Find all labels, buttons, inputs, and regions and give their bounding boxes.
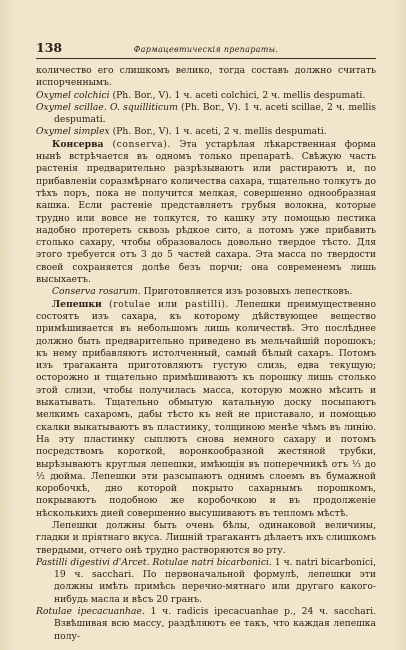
paragraph-text: количество его слишкомъ велико, тогда составъ должно считать испорченнымъ.: [36, 65, 376, 89]
recipe-title: Conserva rosarum.: [52, 286, 141, 298]
recipe-title: Oxymel scillae. O. squilliticum: [36, 101, 178, 113]
recipe-conserva-rosarum: [36, 286, 376, 298]
recipe-title: Oxymel simplex: [36, 126, 110, 138]
section-text: Эта устарѣлая лѣкарственная форма нынѣ встрѣчается въ одномъ только препаратѣ. Свѣжую часть растенія предварительно разрѣзываютъ или растираютъ и, по прибавленіи соразмѣрнаго количества сахара, тщательно толкутъ до тѣхъ поръ, пока не получится мелкая, совершенно однообразная кашка. Если растеніе представляетъ грубыя волокна, которые трудно или вовсе не толкутся, то кашку эту помощью пестика надобно протереть сквозь рѣдкое сито, а потомъ уже прибавить столько сахару, чтобы образовалось довольно твердое тѣсто. Для этого требуется отъ 3 до 5 частей сахара. Эта масса по твердости своей сохраняется долѣе безъ порчи; она современемъ лишь высыхаетъ.: [36, 138, 376, 286]
recipe-oxymel-colchici: [36, 90, 376, 102]
recipe-text: (Ph. Bor., V). 1 ч. aceti, 2 ч. mellis despumati.: [109, 126, 327, 138]
paragraph-text: Лепешки должны быть очень бѣлы, одинаковой величины, гладки и пріятнаго вкуса. Лишній трагакантъ дѣлаетъ ихъ слишкомъ твердыми, отчего онѣ трудно растворяются во рту.: [36, 519, 376, 556]
recipe-title: Pastilli digestivi d'Arcet. Rotulae natri bicarbonici.: [36, 556, 272, 568]
recipe-oxymel-scillae: [36, 102, 376, 127]
section-conserva: [36, 139, 376, 287]
recipe-title: Oxymel colchici: [36, 89, 110, 101]
recipe-text: Приготовляется изъ розовыхъ лепестковъ.: [140, 286, 353, 298]
section-lepeshki: [36, 299, 376, 520]
section-latin: (rotulae или pastilli).: [101, 298, 230, 310]
section-heading: Лепешки: [52, 298, 102, 310]
section-latin: (conserva).: [103, 138, 171, 150]
recipe-text: (Ph. Bor., V). 1 ч. aceti colchici, 2 ч. mellis despumati.: [109, 89, 366, 101]
recipe-title: Rotulae ipecacuanhae.: [36, 606, 145, 618]
recipe-pastilli-digestivi: [36, 557, 376, 606]
body-text: [36, 65, 376, 643]
running-title: Фармацевтическiя препараты.: [133, 45, 279, 54]
recipe-rotulae-ipecacuanhae: [36, 606, 376, 643]
paragraph-0: [36, 65, 376, 90]
section-text: Лепешки преимущественно состоятъ изъ сахара, къ которому дѣйствующее вещество примѣшивается въ небольшомъ лишь количествѣ. Это послѣднее должно быть предварительно приведено въ мельчайшій порошокъ; къ нему прибавляютъ истолченный, самый бѣлый сахаръ. Потомъ изъ трагаканта приготовляютъ густую слизь, едва текущую; осторожно и тщательно примѣшиваютъ къ порошку лишь столько этой слизи, чтобы получилась масса, которую можно мѣсить и выкатывать. Тщательно обмытую катальную доску посыпаютъ мелкимъ сахаромъ, дабы тѣсто къ ней не приставало, и помощью скалки выкатываютъ въ пластинку, толщиною менѣе чѣмъ въ линію. На эту пластинку сыплютъ снова немного сахару и потомъ посредствомъ короткой, воронкообразной жестяной трубки, вырѣзываютъ круглыя лепешки, имѣющія въ поперечникѣ отъ ⅓ до ½ дюйма. Лепешки эти разсыпаютъ однимъ слоемъ въ бумажной коробочкѣ, дно которой покрыто сахарнымъ порошкомъ, покрываютъ подобною же коробочкою и въ продолженіе нѣсколькихъ дней совершенно высушиваютъ въ тепломъ мѣстѣ.: [36, 298, 377, 519]
paragraph-lepeshki-quality: [36, 520, 376, 557]
section-heading: Консерва: [52, 138, 104, 150]
page-number: 138: [36, 40, 63, 55]
recipe-text: 1 ч. radicis ipecacuanhae p., 24 ч. sacchari. Взвѣшивая всю массу, раздѣляютъ ее такъ, что каждая лепешка полу-: [54, 606, 376, 642]
recipe-text: 1 ч. natri bicarbonici, 19 ч. sacchari. По первоначальной формулѣ, лепешки эти должны имѣть примѣсь перечно-мятнаго или другаго какого-нибудь масла и вѣсъ 20 гранъ.: [54, 556, 377, 605]
recipe-text: (Ph. Bor., V). 1 ч. aceti scillae, 2 ч. mellis despumati.: [54, 101, 376, 126]
page-header: [36, 40, 376, 59]
recipe-oxymel-simplex: [36, 126, 376, 138]
